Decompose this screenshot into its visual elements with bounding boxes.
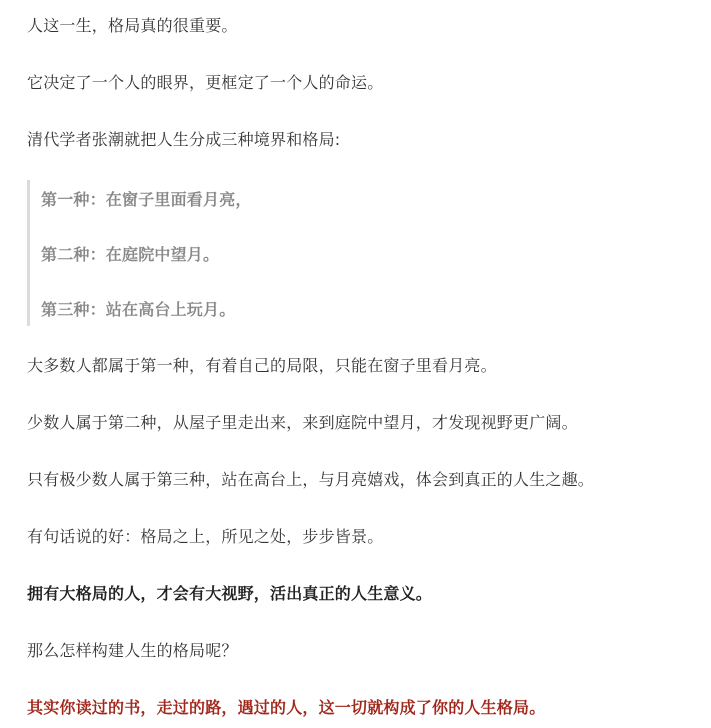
paragraph-vision: 它决定了一个人的眼界，更框定了一个人的命运。 xyxy=(27,73,384,92)
paragraph-highlight-red: 其实你读过的书，走过的路，遇过的人，这一切就构成了你的人生格局。 xyxy=(27,698,546,717)
paragraph-majority: 大多数人都属于第一种，有着自己的局限，只能在窗子里看月亮。 xyxy=(27,356,497,375)
quote-line-third: 第三种：站在高台上玩月。 xyxy=(41,300,236,319)
paragraph-bold-statement: 拥有大格局的人，才会有大视野，活出真正的人生意义。 xyxy=(27,584,433,603)
paragraph-zhang-chao: 清代学者张潮就把人生分成三种境界和格局: xyxy=(27,130,341,149)
blockquote-three-levels xyxy=(27,180,670,326)
quote-line-first: 第一种：在窗子里面看月亮， xyxy=(41,190,252,209)
paragraph-saying: 有句话说的好：格局之上，所见之处，步步皆景。 xyxy=(27,527,384,546)
paragraph-question: 那么怎样构建人生的格局呢？ xyxy=(27,641,238,660)
paragraph-intro: 人这一生，格局真的很重要。 xyxy=(27,16,238,35)
paragraph-minority: 少数人属于第二种，从屋子里走出来，来到庭院中望月，才发现视野更广阔。 xyxy=(27,413,578,432)
quote-line-second: 第二种：在庭院中望月。 xyxy=(41,245,220,264)
paragraph-few: 只有极少数人属于第三种，站在高台上，与月亮嬉戏，体会到真正的人生之趣。 xyxy=(27,470,595,489)
